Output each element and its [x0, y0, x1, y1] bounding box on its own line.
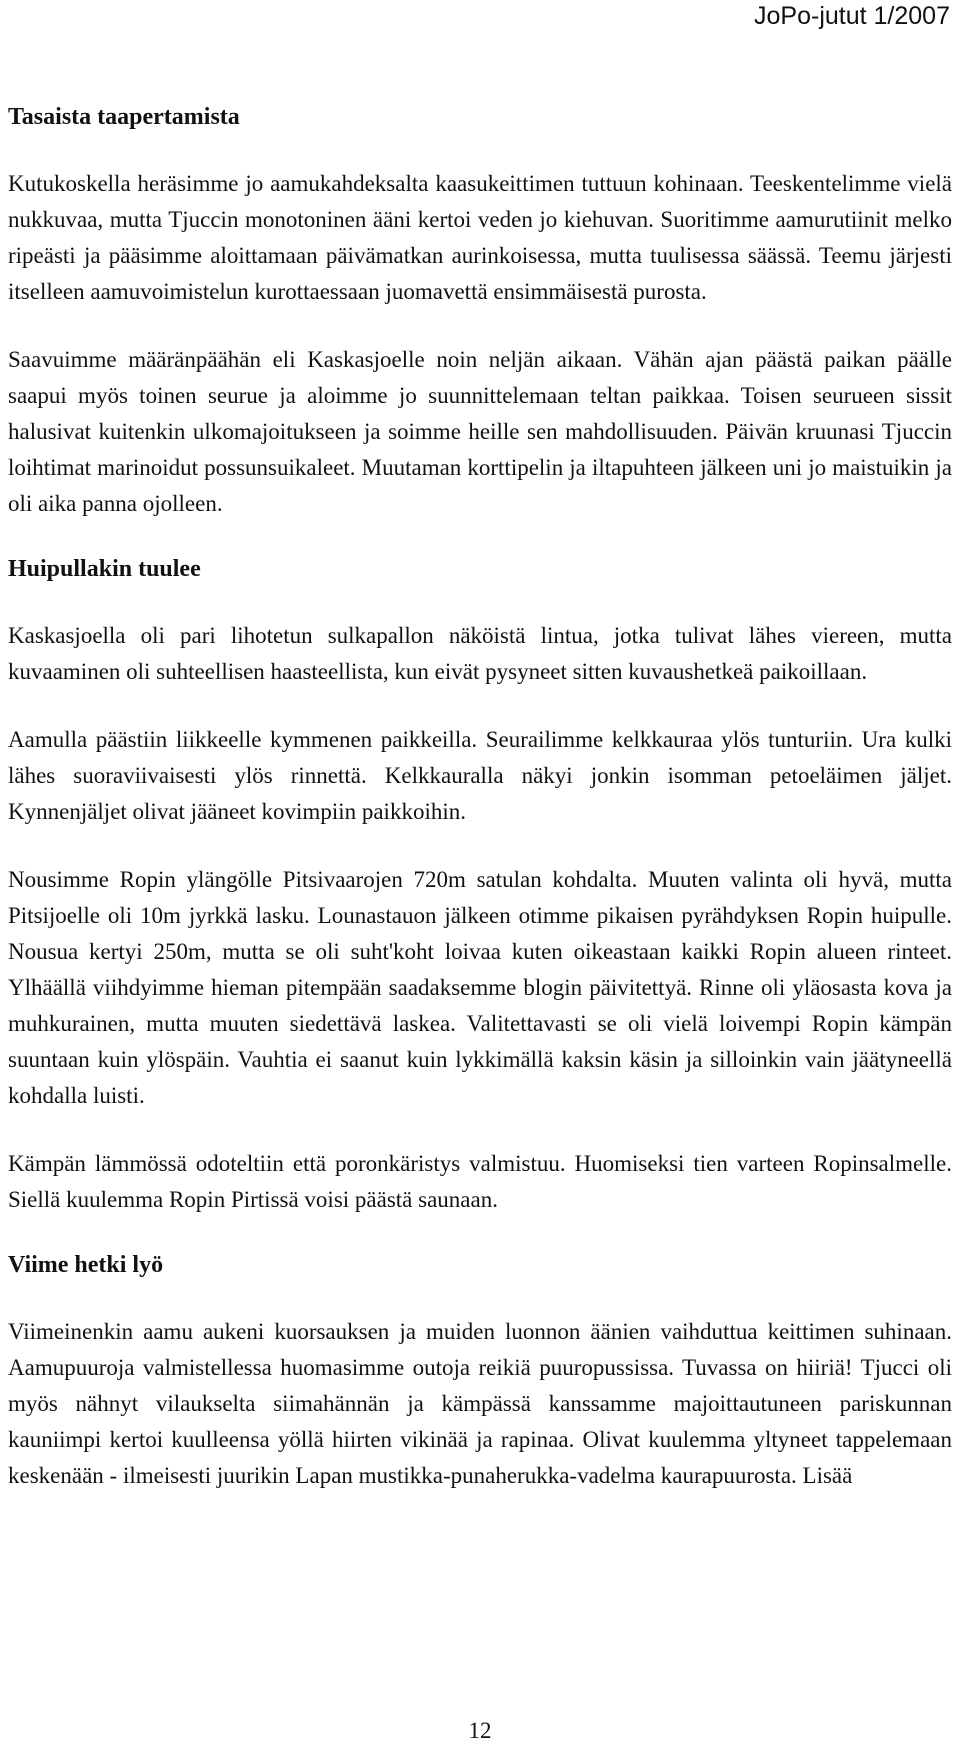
section-tasaista-taapertamista — [8, 102, 952, 522]
article-body — [8, 102, 952, 1526]
page-number: 12 — [468, 1718, 492, 1743]
page-header — [0, 2, 960, 31]
paragraph: Kutukoskella heräsimme jo aamukahdeksalta kaasukeittimen tuttuun kohinaan. Teeskentelimme vielä nukkuvaa, mutta Tjuccin monotoninen ääni kertoi veden jo kiehuvan. Suoritimme aamurutiinit melko ripeästi ja pääsimme aloittamaan päivämatkan aurinkoisessa, mutta tuulisessa säässä. Teemu järjesti itselleen aamuvoimistelun kurottaessaan juomavettä ensimmäisestä purosta. — [8, 171, 952, 304]
paragraph: Saavuimme määränpäähän eli Kaskasjoelle noin neljän aikaan. Vähän ajan päästä paikan päälle saapui myös toinen seurue ja aloimme jo suunnittelemaan teltan paikkaa. Toisen seurueen sissit halusivat kuitenkin ulkomajoitukseen ja soimme heille sen mahdollisuuden. Päivän kruunasi Tjuccin loihtimat marinoidut possunsuikaleet. Muutaman korttipelin ja iltapuhteen jälkeen uni jo maistuikin ja oli aika panna ojolleen. — [8, 347, 952, 516]
paragraph: Nousimme Ropin ylängölle Pitsivaarojen 720m satulan kohdalta. Muuten valinta oli hyvä, mutta Pitsijoelle oli 10m jyrkkä lasku. Lounastauon jälkeen otimme pikaisen pyrähdyksen Ropin huipulle. Nousua kertyi 250m, mutta se oli suht'koht loivaa kuten oikeastaan kaikki Ropin alueen rinteet. Ylhäällä viihdyimme hieman pitempään saadaksemme blogin päivitettyä. Rinne oli yläosasta kova ja muhkurainen, mutta muuten siedettävä laskea. Valitettavasti se oli vielä loivempi Ropin kämpän suuntaan kuin ylöspäin. Vauhtia ei saanut kuin lykkimällä kaksin käsin ja silloinkin vain jäätyneellä kohdalla luisti. — [8, 867, 952, 1108]
section-heading: Tasaista taapertamista — [8, 104, 240, 130]
section-huipullakin-tuulee — [8, 554, 952, 1218]
journal-title: JoPo-jutut 1/2007 — [754, 2, 950, 30]
paragraph: Viimeinenkin aamu aukeni kuorsauksen ja muiden luonnon äänien vaihduttua keittimen suhinaan. Aamupuuroja valmistellessa huomasimme outoja reikiä puuropussissa. Tuvassa on hiiriä! Tjucci oli myös nähnyt vilaukselta siimahännän ja kämpässä kanssamme majoittautuneen pariskunnan kauniimpi kertoi kuulleensa yöllä hiirten vikinää ja rapinaa. Olivat kuulemma yltyneet tappelemaan keskenään - ilmeisesti juurikin Lapan mustikka-punaherukka-vadelma kaurapuurosta. Lisää — [8, 1319, 952, 1488]
section-heading: Viime hetki lyö — [8, 1252, 164, 1278]
paragraph: Aamulla päästiin liikkeelle kymmenen paikkeilla. Seurailimme kelkkauraa ylös tunturiin. Ura kulki lähes suoraviivaisesti ylös rinnettä. Kelkkauralla näkyi jonkin isomman petoeläimen jäljet. Kynnenjäljet olivat jääneet kovimpiin paikkoihin. — [8, 727, 952, 824]
paragraph: Kämpän lämmössä odoteltiin että poronkäristys valmistuu. Huomiseksi tien varteen Ropinsalmelle. Siellä kuulemma Ropin Pirtissä voisi päästä saunaan. — [8, 1151, 952, 1212]
section-viime-hetki-lyo — [8, 1250, 952, 1494]
paragraph: Kaskasjoella oli pari lihotetun sulkapallon näköistä lintua, jotka tulivat lähes viereen, mutta kuvaaminen oli suhteellisen haasteellista, kun eivät pysyneet sitten kuvaushetkeä paikoillaan. — [8, 623, 952, 684]
section-heading: Huipullakin tuulee — [8, 556, 201, 582]
